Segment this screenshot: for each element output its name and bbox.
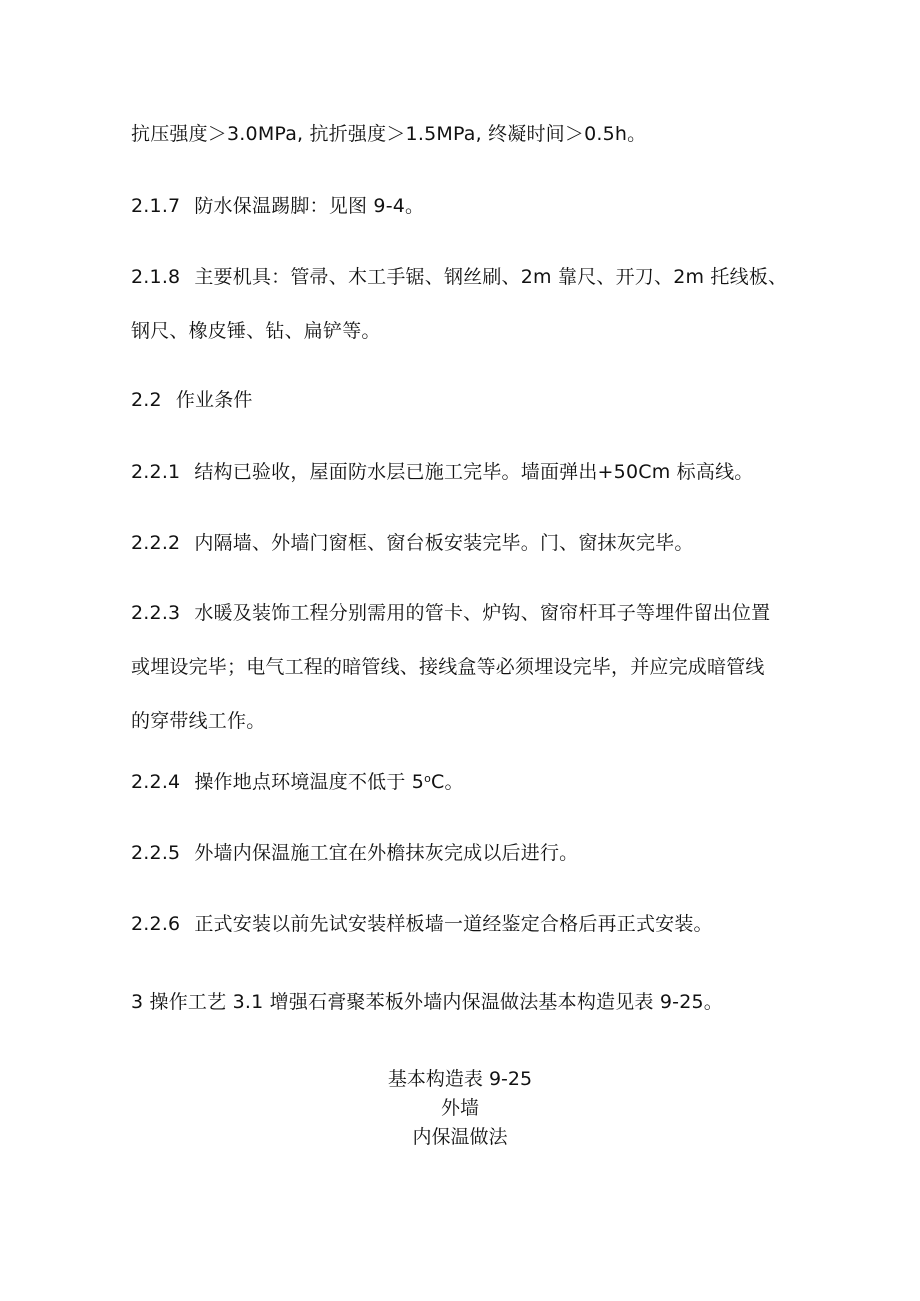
- section-number: 2.1.7: [131, 195, 181, 217]
- paragraph-text: 正式安装以前先试安装样板墙一道经鉴定合格后再正式安装。: [194, 913, 713, 935]
- paragraph-text: 结构已验收，屋面防水层已施工完毕。墙面弹出+50Cm 标高线。: [194, 461, 754, 483]
- section-number: 2.1.8: [131, 266, 181, 288]
- section-number: 2.2.4: [131, 771, 181, 793]
- section-heading-text: 作业条件: [175, 389, 253, 411]
- paragraph-2-2-6: [131, 910, 821, 938]
- paragraph-2-2-3: [131, 599, 821, 735]
- section-number: 2.2.5: [131, 842, 181, 864]
- table-caption-title: 基本构造表 9-25: [387, 1068, 533, 1090]
- paragraph-text: 抗压强度＞3.0MPa, 抗折强度＞1.5MPa, 终凝时间＞0.5h。: [131, 123, 647, 145]
- paragraph-text-line1: 水暖及装饰工程分别需用的管卡、炉钩、窗帘杆耳子等埋件留出位置: [194, 602, 771, 624]
- paragraph-text: 内隔墙、外墙门窗框、窗台板安装完毕。门、窗抹灰完毕。: [194, 532, 694, 554]
- section-number: 2.2.6: [131, 913, 181, 935]
- section-number: 2.2.3: [131, 602, 181, 624]
- paragraph-text: 3 操作工艺 3.1 增强石膏聚苯板外墙内保温做法基本构造见表 9-25。: [131, 991, 723, 1013]
- paragraph-text: 操作地点环境温度不低于 5: [194, 771, 425, 793]
- section-number: 2.2: [131, 389, 162, 411]
- paragraph-text: 外墙内保温施工宜在外檐抹灰完成以后进行。: [194, 842, 579, 864]
- paragraph-text-line1: 主要机具：管帚、木工手锯、钢丝刷、2m 靠尺、开刀、2m 托线板、: [194, 266, 788, 288]
- paragraph-text-line2: 或埋设完毕；电气工程的暗管线、接线盒等必须埋设完毕，并应完成暗管线: [131, 656, 765, 678]
- section-number: 2.2.2: [131, 532, 181, 554]
- section-number: 2.2.1: [131, 461, 181, 483]
- degree-superscript: o: [424, 772, 432, 785]
- table-caption-subtitle: 外墙: [440, 1097, 479, 1119]
- paragraph-section-3: [131, 988, 821, 1016]
- paragraph-2-2-1: [131, 458, 821, 486]
- paragraph-text-line2: 钢尺、橡皮锤、钻、扁铲等。: [131, 320, 381, 342]
- section-heading-2-2: [131, 386, 821, 414]
- paragraph-2-1-7: [131, 192, 821, 220]
- paragraph-text: 防水保温踢脚：见图 9-4。: [194, 195, 425, 217]
- paragraph-strength-spec: [131, 120, 821, 148]
- table-caption-subtitle-2: 内保温做法: [412, 1126, 508, 1148]
- paragraph-2-2-2: [131, 529, 821, 557]
- table-caption: [0, 1066, 920, 1153]
- paragraph-text-line3: 的穿带线工作。: [131, 710, 266, 732]
- paragraph-2-2-4: [131, 768, 821, 796]
- paragraph-2-2-5: [131, 839, 821, 867]
- paragraph-2-1-8: [131, 263, 821, 345]
- paragraph-text-unit: C。: [431, 771, 464, 793]
